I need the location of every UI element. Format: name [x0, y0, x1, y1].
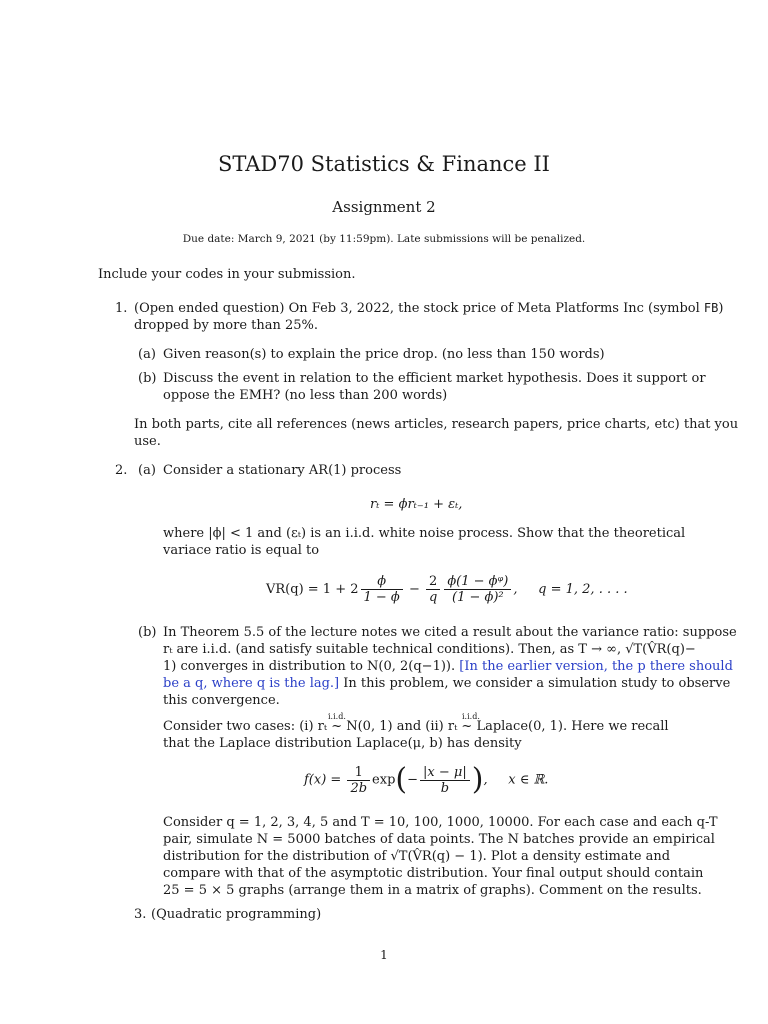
q2b-line1: In Theorem 5.5 of the lecture notes we cited a result about the variance ratio: suppose — [163, 625, 737, 640]
q2b-line3-text: 1) converges in distribution to N(0, 2(q−1)). — [163, 659, 456, 674]
q2b-line4 — [163, 675, 730, 692]
ar1-equation: rₜ = ϕrₜ₋₁ + εₜ, — [370, 497, 463, 512]
q2b-line11: compare with that of the asymptotic distribution. Your final output should contain — [163, 866, 704, 881]
right-paren: ) — [471, 762, 484, 797]
q1-line2: dropped by more than 25%. — [134, 318, 319, 333]
vr-tail: , q = 1, 2, . . . . — [513, 582, 628, 597]
laplace-exp: exp — [372, 772, 396, 788]
q1-symbol: FB — [703, 301, 719, 315]
due-date: Due date: March 9, 2021 (by 11:59pm). Late submissions will be penalized. — [182, 233, 586, 245]
assignment-subtitle: Assignment 2 — [332, 198, 436, 216]
q2b-line3 — [163, 658, 733, 675]
q2b-line12: 25 = 5 × 5 graphs (arrange them in a matrix of graphs). Comment on the results. — [163, 883, 702, 898]
vr-f1-num: ϕ — [361, 574, 403, 590]
q2b-label: (b) — [138, 625, 157, 640]
laplace-f2-num: |x − μ| — [420, 765, 470, 781]
laplace-tail: , x ∈ ℝ. — [483, 772, 549, 788]
vr-lhs: VR(q) = 1 + 2 — [266, 582, 359, 597]
q2b-line9: pair, simulate N = 5000 batches of data points. The N batches provide an empirical — [163, 832, 715, 847]
vr-fraction-3 — [444, 574, 511, 605]
iid-marker-2: i.i.d. — [462, 712, 480, 721]
q1-line1-end: ) — [718, 301, 724, 316]
vr-minus: − — [408, 582, 420, 597]
vr-f3-num: ϕ(1 − ϕᵠ) — [444, 574, 511, 590]
vr-f1-den: 1 − ϕ — [363, 590, 400, 605]
laplace-lhs: f(x) = — [304, 772, 342, 788]
q2b-line8: Consider q = 1, 2, 3, 4, 5 and T = 10, 100, 1000, 10000. For each case and each q-T — [163, 815, 718, 830]
q3-number: 3. — [134, 907, 147, 922]
correction-note-part1: [In the earlier version, the p there should — [459, 659, 733, 674]
q2a-line1: Consider a stationary AR(1) process — [163, 463, 402, 478]
q1-refs-line2: use. — [134, 434, 161, 449]
laplace-f2-den: b — [440, 780, 450, 796]
q1-refs-line1: In both parts, cite all references (news articles, research papers, price charts, etc) that you — [134, 417, 739, 432]
laplace-density-equation: f(x) = $\frac{1}{2b}$ exp(− $\frac{|x - \mu|}{b}$ ), x ∈ ℝ. — [304, 762, 549, 797]
q1b-line1: Discuss the event in relation to the efficient market hypothesis. Does it support or — [163, 371, 706, 386]
q2a-line2: where |ϕ| < 1 and (εₜ) is an i.i.d. white noise process. Show that the theoretical — [163, 526, 686, 541]
q3-text: (Quadratic programming) — [151, 907, 322, 922]
q2b-line7: that the Laplace distribution Laplace(μ, b) has density — [163, 736, 522, 751]
q2b-line5: this convergence. — [163, 693, 280, 708]
q2-number: 2. — [115, 463, 128, 478]
q1a-label: (a) — [138, 347, 156, 362]
intro-text: Include your codes in your submission. — [98, 267, 356, 282]
q2b-line2: rₜ are i.i.d. (and satisfy suitable technical conditions). Then, as T → ∞, √T(V̂R(q)− — [163, 642, 696, 657]
page-number: 1 — [380, 948, 388, 962]
document-title: STAD70 Statistics & Finance II — [218, 152, 550, 176]
laplace-f1-num: 1 — [347, 765, 370, 781]
laplace-fraction-1 — [347, 765, 370, 796]
q2a-label: (a) — [138, 463, 156, 478]
vr-fraction-1 — [361, 574, 403, 605]
q1a-text: Given reason(s) to explain the price drop. (no less than 150 words) — [163, 347, 605, 362]
vr-f2-den: q — [428, 590, 438, 605]
vr-fraction-2 — [426, 574, 440, 605]
correction-note-part2: be a q, where q is the lag.] — [163, 676, 340, 691]
q2b-line6: Consider two cases: (i) rₜ ~ N(0, 1) and (ii) rₜ ~ Laplace(0, 1). Here we recall — [163, 719, 669, 734]
q1-line1 — [134, 300, 723, 317]
q1-line1-text: (Open ended question) On Feb 3, 2022, the stock price of Meta Platforms Inc (symbol — [134, 301, 700, 316]
q1-number: 1. — [115, 301, 128, 316]
q2b-line4-text: In this problem, we consider a simulation study to observe — [343, 676, 731, 691]
vr-f3-den: (1 − ϕ)² — [452, 590, 504, 605]
q2a-line3: variace ratio is equal to — [163, 543, 320, 558]
laplace-fraction-2 — [420, 765, 470, 796]
iid-marker-1: i.i.d. — [328, 712, 346, 721]
variance-ratio-equation — [266, 568, 628, 612]
laplace-f1-den: 2b — [350, 780, 368, 796]
q2b-line10: distribution for the distribution of √T(V̂R(q) − 1). Plot a density estimate and — [163, 849, 671, 864]
q1b-label: (b) — [138, 371, 157, 386]
vr-f2-num: 2 — [426, 574, 440, 590]
left-paren: ( — [395, 762, 408, 797]
q1b-line2: oppose the EMH? (no less than 200 words) — [163, 388, 448, 403]
